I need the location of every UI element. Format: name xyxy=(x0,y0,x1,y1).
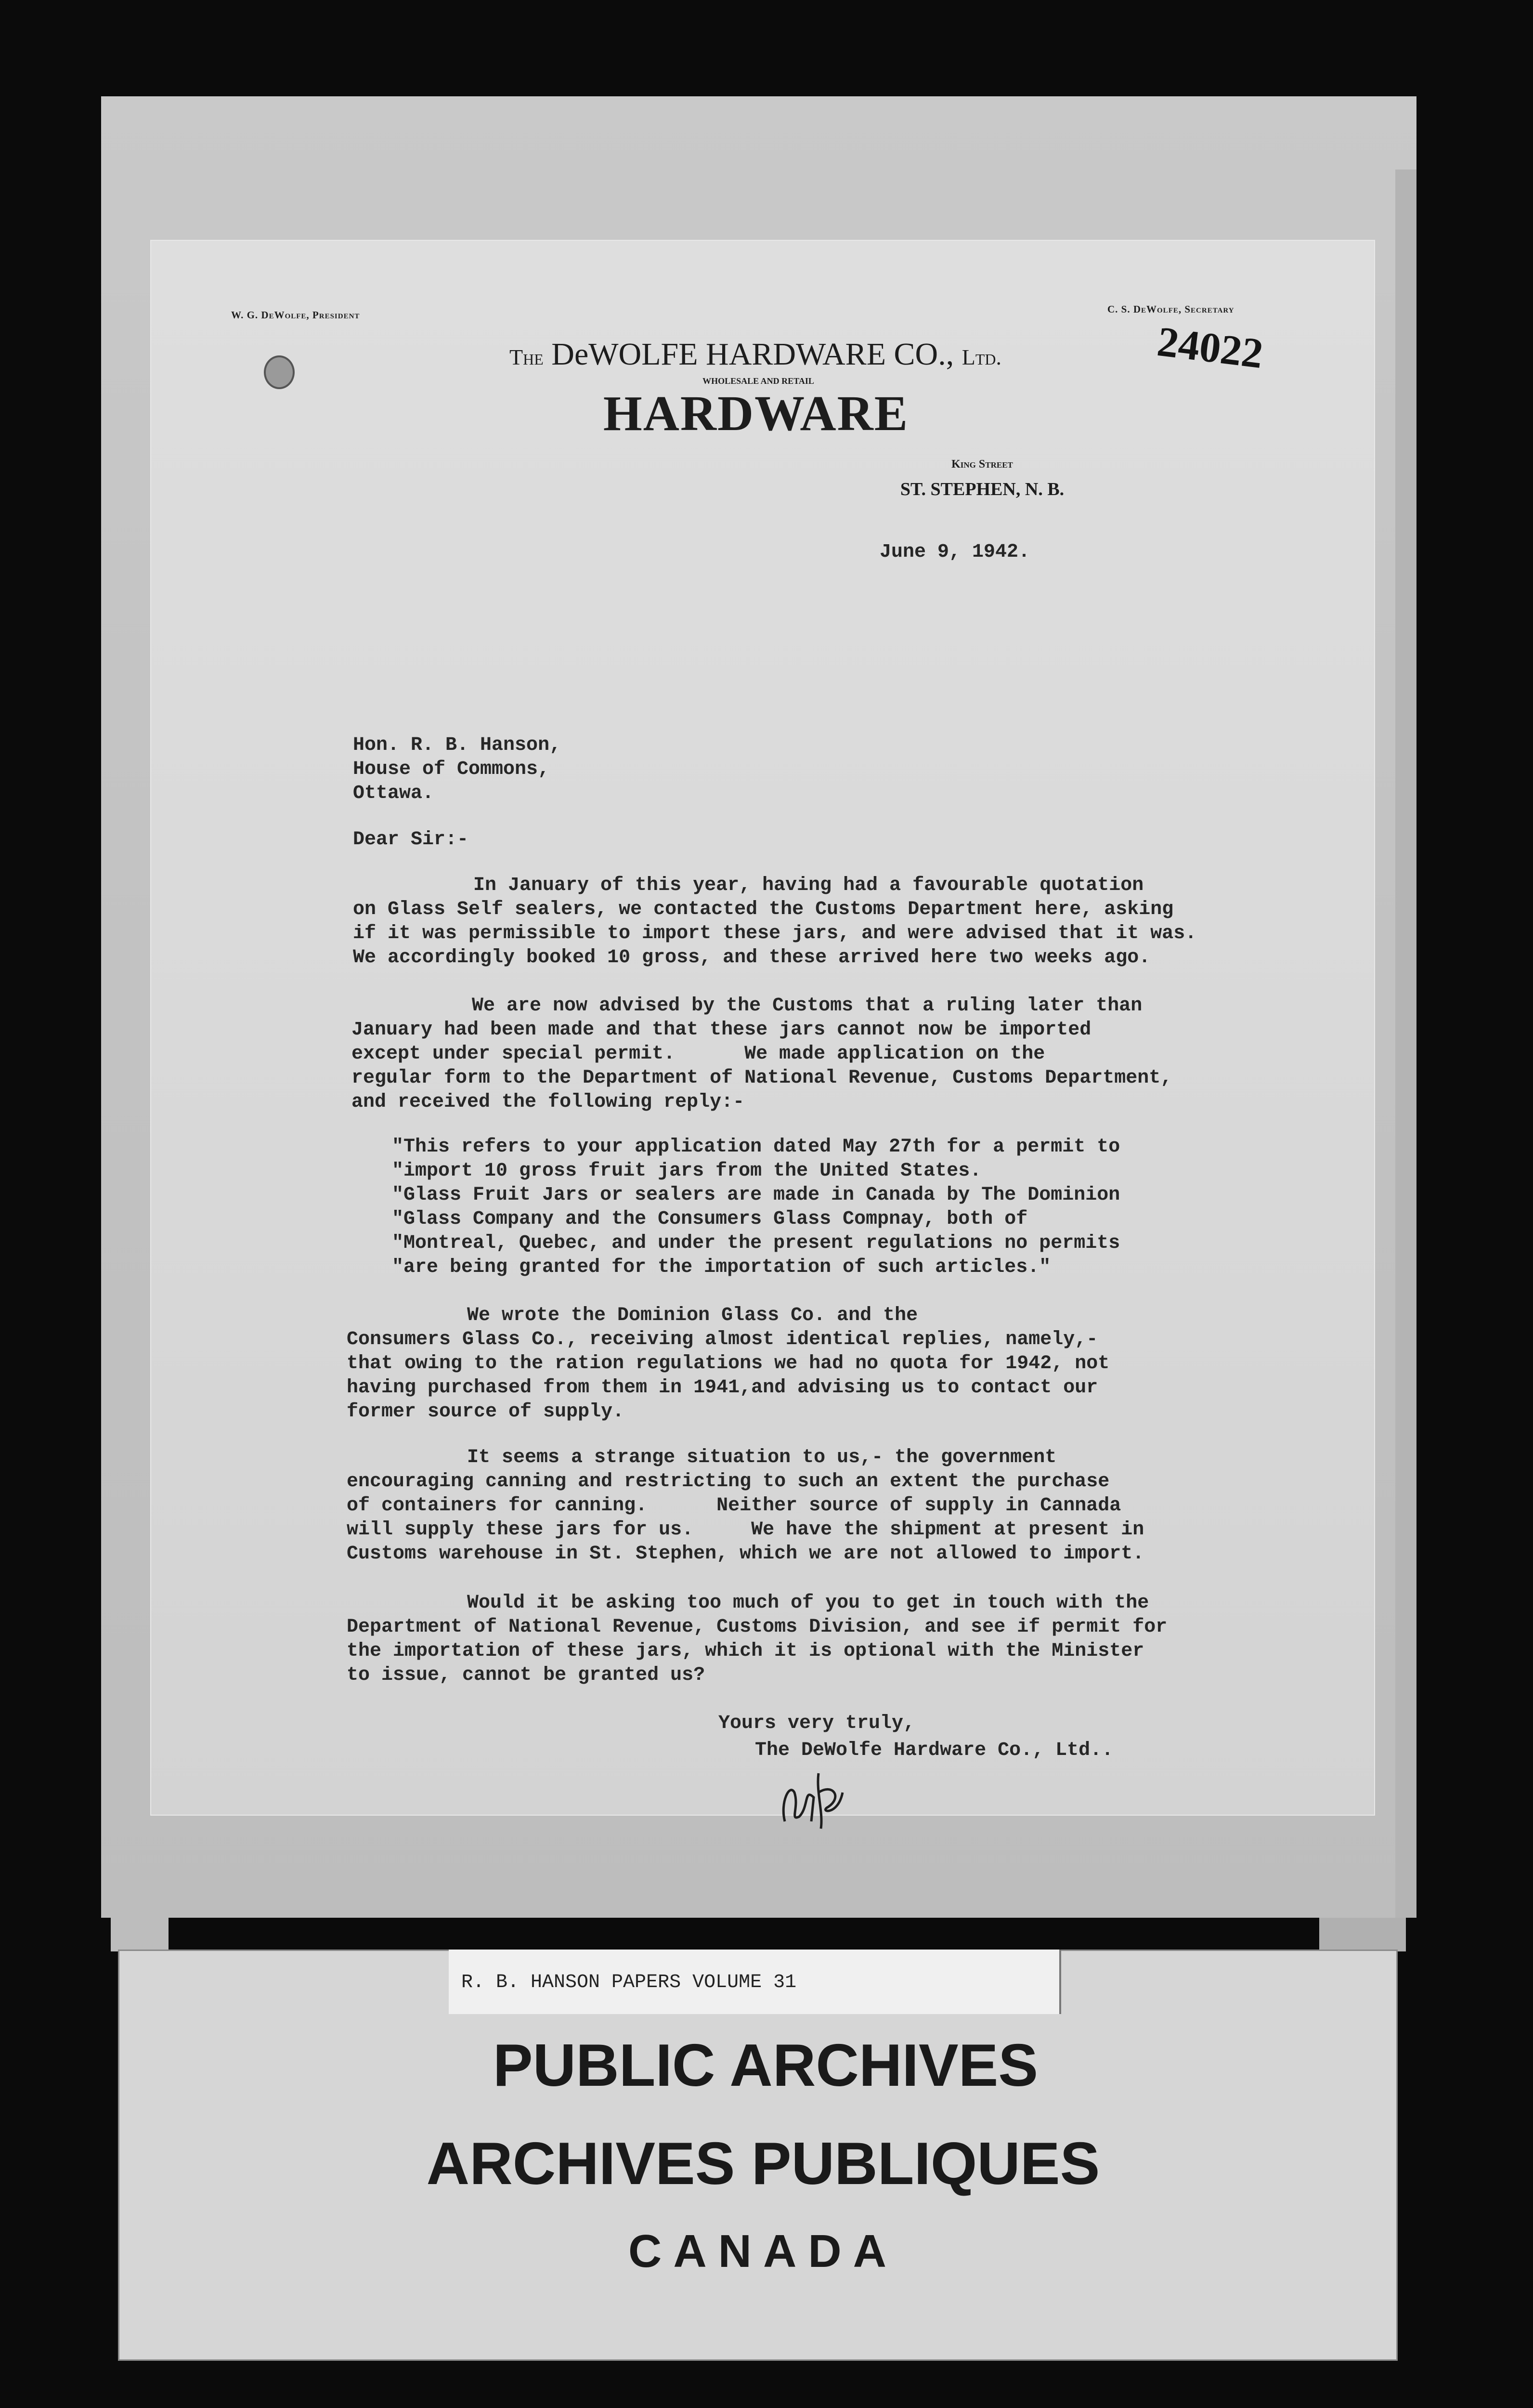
text-line: We are now advised by the Customs that a ruling later than xyxy=(472,995,1143,1017)
text-line: Department of National Revenue, Customs Division, and see if permit for xyxy=(347,1616,1168,1638)
file-number-stamp: 24022 xyxy=(1155,318,1266,378)
text-line: "This refers to your application dated May 27th for a permit to xyxy=(392,1136,1120,1158)
text-line: and received the following reply:- xyxy=(351,1091,745,1113)
paragraph-2 xyxy=(351,994,1172,1114)
text-line: "import 10 gross fruit jars from the United States. xyxy=(392,1160,982,1182)
president-name: W. G. DeWolfe, President xyxy=(231,309,360,321)
text-line: regular form to the Department of National Revenue, Customs Department, xyxy=(351,1067,1172,1089)
text-line: will supply these jars for us. We have the shipment at present in xyxy=(347,1519,1144,1541)
volume-label-text: R. B. HANSON PAPERS VOLUME 31 xyxy=(461,1972,797,1993)
paragraph-4 xyxy=(347,1446,1144,1566)
archive-title-fr: ARCHIVES PUBLIQUES xyxy=(426,2131,1100,2197)
company-prefix: The xyxy=(509,345,544,369)
company-city: ST. STEPHEN, N. B. xyxy=(900,479,1065,499)
text-line: It seems a strange situation to us,- the government xyxy=(467,1447,1057,1468)
text-line: encouraging canning and restricting to such an extent the purchase xyxy=(347,1471,1110,1492)
text-line: January had been made and that these jars cannot now be imported xyxy=(351,1019,1091,1041)
customs-reply-quote xyxy=(392,1135,1120,1280)
company-product: HARDWARE xyxy=(603,386,909,441)
salutation: Dear Sir:- xyxy=(353,829,469,851)
text-line: the importation of these jars, which it is optional with the Minister xyxy=(347,1640,1144,1662)
recipient-address xyxy=(353,733,561,806)
letter-date: June 9, 1942. xyxy=(880,541,1030,563)
text-line: Consumers Glass Co., receiving almost identical replies, namely,- xyxy=(347,1329,1098,1350)
company-street: King Street xyxy=(951,458,1013,471)
mounting-sheet-edge xyxy=(1395,170,1416,1918)
text-line: We wrote the Dominion Glass Co. and the xyxy=(467,1305,918,1326)
text-line: except under special permit. We made application on the xyxy=(351,1043,1045,1065)
text-line: We accordingly booked 10 gross, and these arrived here two weeks ago. xyxy=(353,947,1151,968)
text-line: if it was permissible to import these jars, and were advised that it was. xyxy=(353,923,1197,944)
text-line: having purchased from them in 1941,and advising us to contact our xyxy=(347,1377,1098,1399)
text-line: Ottawa. xyxy=(353,783,434,804)
company-name xyxy=(404,336,1107,376)
paragraph-1 xyxy=(353,874,1196,970)
archive-title-en: PUBLIC ARCHIVES xyxy=(493,2032,1039,2099)
text-line: House of Commons, xyxy=(353,759,550,780)
text-line: In January of this year, having had a favourable quotation xyxy=(473,875,1144,896)
punch-hole xyxy=(264,355,295,389)
paragraph-5 xyxy=(347,1591,1167,1688)
text-line: "Glass Company and the Consumers Glass Compnay, both of xyxy=(392,1208,1028,1230)
card-tab-left xyxy=(111,1918,169,1951)
company-tagline: WHOLESALE AND RETAIL xyxy=(702,376,814,386)
text-line: former source of supply. xyxy=(347,1401,624,1423)
text-line: Customs warehouse in St. Stephen, which we are not allowed to import. xyxy=(347,1543,1144,1565)
text-line: "are being granted for the importation of such articles." xyxy=(392,1256,1051,1278)
handwritten-signature xyxy=(770,1764,867,1831)
text-line: on Glass Self sealers, we contacted the Customs Department here, asking xyxy=(353,899,1174,920)
text-line: Hon. R. B. Hanson, xyxy=(353,734,561,756)
text-line: of containers for canning. Neither source of supply in Cannada xyxy=(347,1495,1121,1517)
text-line: "Glass Fruit Jars or sealers are made in Canada by The Dominion xyxy=(392,1184,1120,1206)
secretary-name: C. S. DeWolfe, Secretary xyxy=(1107,303,1234,315)
text-line: that owing to the ration regulations we had no quota for 1942, not xyxy=(347,1353,1110,1374)
closing: Yours very truly, xyxy=(718,1713,915,1734)
signatory: The DeWolfe Hardware Co., Ltd.. xyxy=(755,1740,1114,1761)
archive-country: CANADA xyxy=(628,2225,898,2277)
text-line: to issue, cannot be granted us? xyxy=(347,1664,705,1686)
paragraph-3 xyxy=(347,1304,1109,1424)
text-line: "Montreal, Quebec, and under the present regulations no permits xyxy=(392,1232,1120,1254)
company-suffix: Ltd. xyxy=(961,345,1001,369)
card-tab-right xyxy=(1319,1918,1406,1951)
text-line: Would it be asking too much of you to get in touch with the xyxy=(467,1592,1149,1614)
volume-label xyxy=(449,1950,1061,2014)
company-main: DeWOLFE HARDWARE CO., xyxy=(551,337,954,372)
